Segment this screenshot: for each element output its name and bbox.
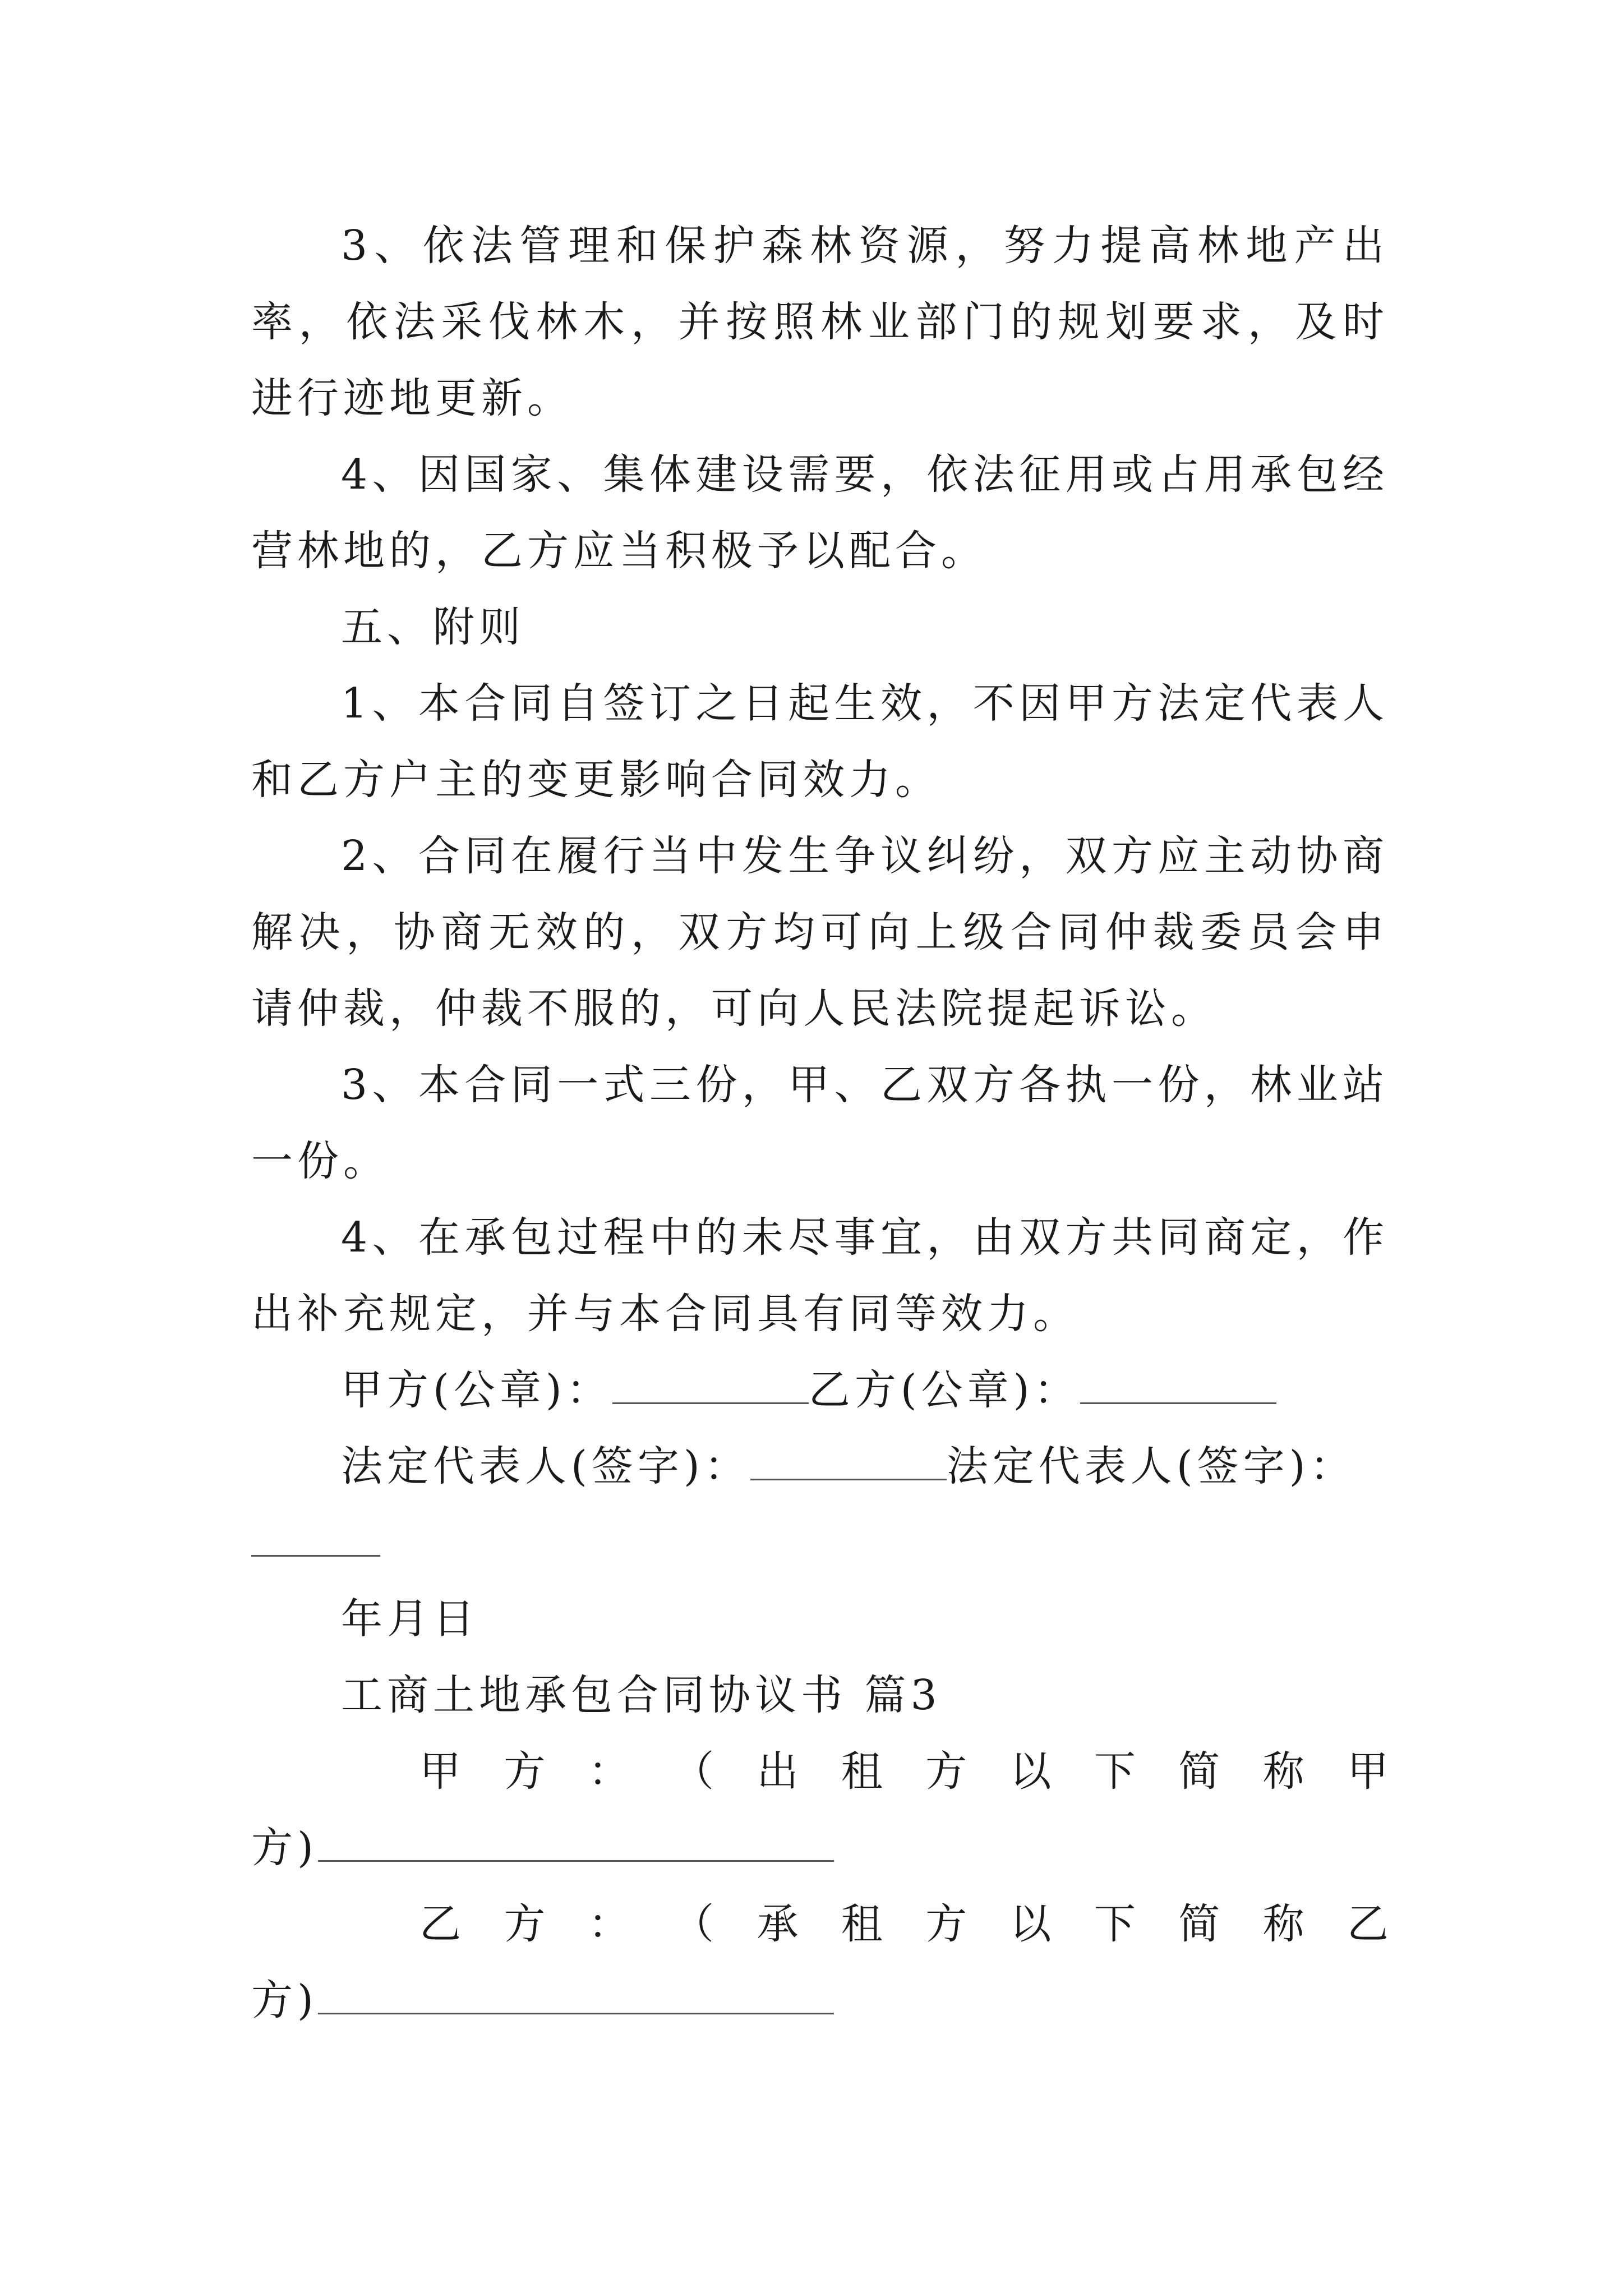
legal-rep-a-label: 法定代表人(签字)： [341, 1442, 750, 1490]
party-b-tail: 方) [251, 1976, 318, 2024]
date-line: 年月日 [341, 1595, 479, 1643]
party-a-char: 简 [1178, 1747, 1220, 1796]
party-a-char: 甲 [419, 1747, 461, 1796]
legal-rep-b-blank-line [251, 1504, 380, 1581]
party-b-seal-blank [1080, 1368, 1276, 1404]
party-b-char: 下 [1094, 1900, 1136, 1948]
party-a-char: 甲 [1347, 1747, 1389, 1796]
party-a-char: 方 [504, 1747, 546, 1796]
party-b-char: （ [672, 1900, 714, 1948]
party-b-seal-label: 乙方(公章)： [808, 1366, 1080, 1414]
party-b-name-line [251, 1962, 834, 2039]
clause-5-4-paragraph: 4、在承包过程中的未尽事宜，由双方共同商定，作出补充规定，并与本合同具有同等效力。 [251, 1213, 1389, 1338]
party-b-char: 以 [1009, 1900, 1052, 1948]
clause-4-4-paragraph: 4、因国家、集体建设需要，依法征用或占用承包经营林地的，乙方应当积极予以配合。 [251, 450, 1389, 575]
party-b-char: 方 [925, 1900, 967, 1948]
party-a-name-blank [318, 1825, 834, 1862]
party-b-char: 租 [841, 1900, 883, 1948]
party-b-char: 乙 [419, 1900, 461, 1948]
party-a-seal-label: 甲方(公章)： [341, 1366, 612, 1414]
party-a-tail: 方) [251, 1824, 318, 1872]
party-b-char: 简 [1178, 1900, 1220, 1948]
party-a-seal-blank [612, 1368, 809, 1404]
legal-rep-a-blank [750, 1444, 947, 1480]
clause-5-2-paragraph: 2、合同在履行当中发生争议纠纷，双方应主动协商解决，协商无效的，双方均可向上级合同仲裁委员会申请仲裁，仲裁不服的，可向人民法院提起诉讼。 [251, 832, 1389, 1033]
seal-line [341, 1352, 1276, 1428]
legal-rep-line [341, 1428, 1356, 1504]
party-b-char: 称 [1262, 1900, 1304, 1948]
party-b-name-blank [318, 1978, 834, 2014]
party-a-char: 租 [841, 1747, 883, 1796]
party-a-char: 出 [757, 1747, 799, 1796]
party-b-definition-line [251, 1886, 1389, 1962]
party-a-definition-line [251, 1733, 1389, 1810]
party-a-char: 下 [1094, 1747, 1136, 1796]
party-b-char: 承 [757, 1900, 799, 1948]
section-heading-appendix: 五、附则 [341, 603, 525, 651]
clause-5-3-paragraph: 3、本合同一式三份，甲、乙双方各执一份，林业站一份。 [251, 1061, 1389, 1185]
party-a-char: ： [588, 1747, 630, 1796]
next-section-title: 工商土地承包合同协议书 篇3 [341, 1671, 942, 1719]
legal-rep-b-label: 法定代表人(签字)： [946, 1442, 1356, 1490]
clause-5-1-paragraph: 1、本合同自签订之日起生效，不因甲方法定代表人和乙方户主的变更影响合同效力。 [251, 679, 1389, 804]
clause-4-3-paragraph: 3、依法管理和保护森林资源，努力提高林地产出率，依法采伐林木，并按照林业部门的规划要求，及时进行迹地更新。 [251, 222, 1389, 422]
party-a-char: （ [672, 1747, 714, 1796]
party-a-char: 称 [1262, 1747, 1304, 1796]
party-a-char: 方 [925, 1747, 967, 1796]
legal-rep-b-blank [251, 1520, 380, 1557]
party-a-char: 以 [1009, 1747, 1052, 1796]
party-a-name-line [251, 1810, 834, 1886]
party-b-char: ： [588, 1900, 630, 1948]
party-b-char: 方 [504, 1900, 546, 1948]
party-b-char: 乙 [1347, 1900, 1389, 1948]
